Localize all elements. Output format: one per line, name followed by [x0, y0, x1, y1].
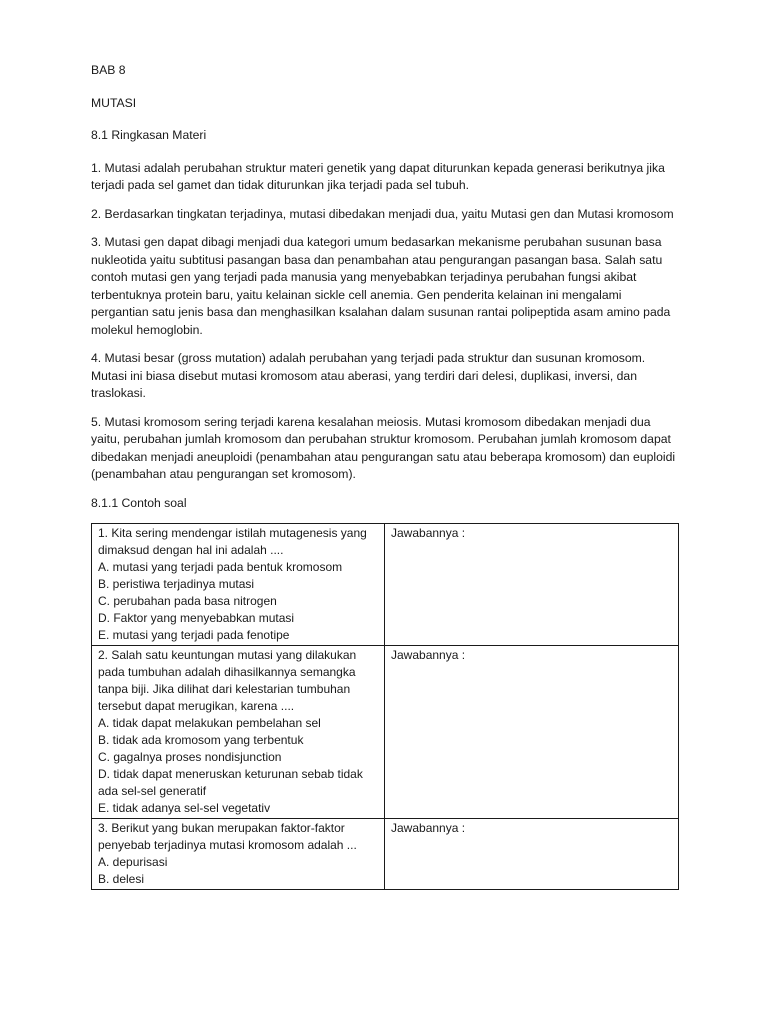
paragraph-3: 3. Mutasi gen dapat dibagi menjadi dua kategori umum bedasarkan mekanisme perubahan susunan basa nukleotida yaitu subtitusi pasangan basa dan penambahan atau pengurangan pasangan basa. Salah satu contoh mutasi gen yang terjadi pada manusia yang menyebabkan terjadinya perubahan fungsi akibat terbentuknya protein baru, yaitu kelainan sickle cell anemia. Gen penderita kelainan ini mengalami pergantian satu jenis basa dan menghasilkan ksalahan dalam susunan rantai polipeptida asam amino pada molekul hemoglobin. — [91, 235, 671, 337]
question-cell — [92, 524, 385, 646]
table-row — [92, 819, 679, 890]
answer-option: A. depurisasi — [98, 855, 168, 869]
answer-option: A. mutasi yang terjadi pada bentuk kromosom — [98, 560, 343, 574]
answer-option: E. tidak adanya sel-sel vegetativ — [98, 801, 271, 815]
answer-option: B. tidak ada kromosom yang terbentuk — [98, 733, 304, 747]
answer-option: C. gagalnya proses nondisjunction — [98, 750, 282, 764]
paragraph-4: 4. Mutasi besar (gross mutation) adalah perubahan yang terjadi pada struktur dan susunan kromosom. Mutasi ini biasa disebut mutasi kromosom atau aberasi, yang terdiri dari delesi, duplikasi, inversi, dan traslokasi. — [91, 351, 646, 400]
answer-cell — [385, 819, 679, 890]
answer-option: D. tidak dapat meneruskan keturunan sebab tidak ada sel-sel generatif — [98, 767, 363, 798]
answer-cell — [385, 646, 679, 819]
answer-cell — [385, 524, 679, 646]
answer-option: B. peristiwa terjadinya mutasi — [98, 577, 255, 591]
answer-option: D. Faktor yang menyebabkan mutasi — [98, 611, 295, 625]
answer-option: B. delesi — [98, 872, 145, 886]
answer-label: Jawabannya : — [391, 648, 466, 662]
table-row — [92, 646, 679, 819]
section-heading: 8.1 Ringkasan Materi — [91, 128, 207, 142]
question-stem: 1. Kita sering mendengar istilah mutagenesis yang dimaksud dengan hal ini adalah .... — [98, 526, 367, 557]
table-row — [92, 524, 679, 646]
answer-option: A. tidak dapat melakukan pembelahan sel — [98, 716, 321, 730]
answer-option: C. perubahan pada basa nitrogen — [98, 594, 277, 608]
paragraph-1: 1. Mutasi adalah perubahan struktur materi genetik yang dapat diturunkan kepada generasi berikutnya jika terjadi pada sel gamet dan tidak diturunkan jika terjadi pada sel tubuh. — [91, 160, 665, 192]
chapter-title: MUTASI — [91, 95, 137, 110]
answer-label: Jawabannya : — [391, 526, 466, 540]
subsection-heading: 8.1.1 Contoh soal — [91, 495, 187, 510]
answer-label: Jawabannya : — [391, 821, 466, 835]
question-cell — [92, 646, 385, 819]
chapter-label: BAB 8 — [91, 63, 126, 77]
question-cell — [92, 819, 385, 890]
document-page — [91, 62, 681, 890]
question-stem: 2. Salah satu keuntungan mutasi yang dilakukan pada tumbuhan adalah dihasilkannya semangka tanpa biji. Jika dilihat dari kelestarian tumbuhan tersebut dapat merugikan, karena .... — [98, 648, 357, 713]
example-questions-table — [91, 523, 679, 890]
question-stem: 3. Berikut yang bukan merupakan faktor-faktor penyebab terjadinya mutasi kromosom adalah ... — [98, 821, 357, 852]
answer-option: E. mutasi yang terjadi pada fenotipe — [98, 628, 290, 642]
paragraph-2: 2. Berdasarkan tingkatan terjadinya, mutasi dibedakan menjadi dua, yaitu Mutasi gen dan Mutasi kromosom — [91, 206, 674, 221]
paragraph-5: 5. Mutasi kromosom sering terjadi karena kesalahan meiosis. Mutasi kromosom dibedakan menjadi dua yaitu, perubahan jumlah kromosom dan perubahan struktur kromosom. Perubahan jumlah kromosom dapat dibedakan menjadi aneuploidi (penambahan atau pengurangan satu atau beberapa kromosom) dan euploidi (penambahan atau pengurangan set kromosom). — [91, 414, 676, 481]
